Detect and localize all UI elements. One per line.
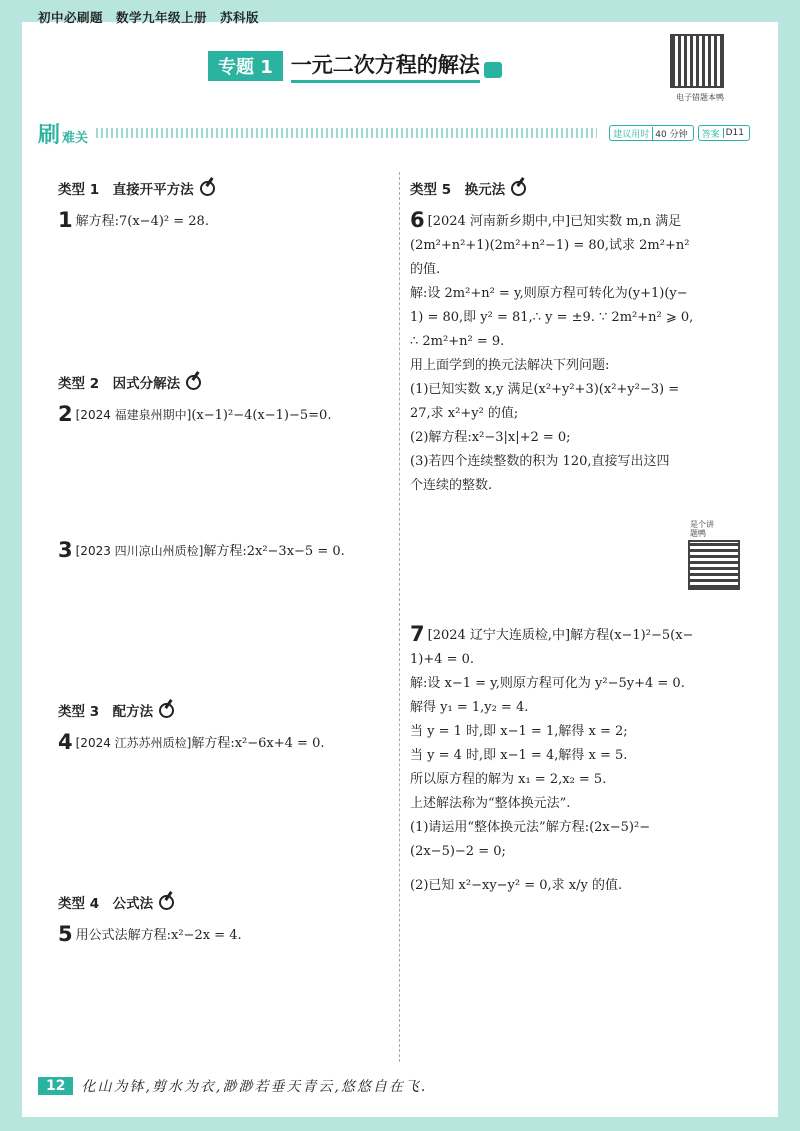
topic-tag: 专题 1 <box>208 51 283 81</box>
banner-shua: 刷 <box>38 122 61 148</box>
pen-check-icon <box>186 375 201 390</box>
page-number: 12 <box>38 1077 73 1095</box>
problem-line: 用上面学到的换元法解决下列问题: <box>410 358 610 373</box>
problem-number: 5 <box>58 922 73 946</box>
problem-line: 1)+4 = 0. <box>410 652 475 667</box>
problem-2 <box>58 402 393 428</box>
problem-line: (3)若四个连续整数的积为 120,直接写出这四 <box>410 454 670 469</box>
problem-line: 个连续的整数. <box>410 478 493 493</box>
problem-text: [2024 河南新乡期中,中]已知实数 m,n 满足 <box>427 214 682 229</box>
pen-check-icon <box>200 181 215 196</box>
topic-title: 一元二次方程的解法 <box>291 49 480 83</box>
problem-text: 解方程:2x²−3x−5 = 0. <box>203 544 345 559</box>
problem-line: (2x−5)−2 = 0; <box>410 844 506 859</box>
problem-line: 解得 y₁ = 1,y₂ = 4. <box>410 700 529 715</box>
answer-pill <box>698 125 750 141</box>
problem-line: (2)已知 x²−xy−y² = 0,求 x/y 的值. <box>410 878 623 893</box>
problem-number: 3 <box>58 538 73 562</box>
problem-5 <box>58 922 393 948</box>
problem-line: 当 y = 1 时,即 x−1 = 1,解得 x = 2; <box>410 724 628 739</box>
problem-line: ∴ 2m²+n² = 9. <box>410 334 505 349</box>
time-pill <box>609 125 693 141</box>
puzzle-icon <box>484 62 502 78</box>
problem-line: (2m²+n²+1)(2m²+n²−1) = 80,试求 2m²+n² <box>410 238 690 253</box>
problem-number: 1 <box>58 208 73 232</box>
problem-number: 2 <box>58 402 73 426</box>
problem-line: 解:设 2m²+n² = y,则原方程可转化为(y+1)(y− <box>410 286 688 301</box>
banner-divider <box>96 128 597 138</box>
problem-line: 1) = 80,即 y² = 81,∴ y = ±9. ∵ 2m²+n² ⩾ 0, <box>410 310 694 325</box>
problem-source: [2024 江苏苏州质检] <box>75 736 192 750</box>
type2-heading-text: 类型 2 因式分解法 <box>58 376 181 392</box>
type3-heading <box>58 700 174 720</box>
problem-line: (1)已知实数 x,y 满足(x²+y²+3)(x²+y²−3) = <box>410 382 680 397</box>
problem-6 <box>410 208 755 498</box>
problem-number: 6 <box>410 208 425 232</box>
pen-check-icon <box>159 895 174 910</box>
qr-code-icon[interactable] <box>670 34 724 88</box>
problem-line: 当 y = 4 时,即 x−1 = 4,解得 x = 5. <box>410 748 628 763</box>
problem-text: 解方程:x²−6x+4 = 0. <box>191 736 325 751</box>
page-footer <box>38 1074 427 1098</box>
problem-line: 27,求 x²+y² 的值; <box>410 406 519 421</box>
problem-text: (x−1)²−4(x−1)−5=0. <box>191 408 332 423</box>
problem-source: [2023 四川凉山州质检] <box>75 544 204 558</box>
problem-line: 的值. <box>410 262 441 277</box>
qr-code-label: 电子错题本鸭 <box>676 93 724 102</box>
pen-check-icon <box>511 181 526 196</box>
footer-motto: 化山为钵,剪水为衣,渺渺若垂天青云,悠悠自在飞. <box>81 1079 428 1095</box>
problem-number: 7 <box>410 622 425 646</box>
type5-heading <box>410 178 526 198</box>
column-divider <box>399 172 400 1062</box>
type1-heading-text: 类型 1 直接开平方法 <box>58 182 194 198</box>
problem-line: 所以原方程的解为 x₁ = 2,x₂ = 5. <box>410 772 607 787</box>
problem-line <box>410 622 755 648</box>
banner-level: 难关 <box>62 130 89 146</box>
problem-7 <box>410 622 755 898</box>
qr-code-icon[interactable] <box>688 540 740 590</box>
type1-heading <box>58 178 215 198</box>
qr-mid-label: 是个讲题鸭 <box>690 520 714 538</box>
answer-value: D11 <box>723 128 746 138</box>
time-label: 建议用时 <box>613 129 650 140</box>
problem-text: 解方程:7(x−4)² = 28. <box>75 214 209 229</box>
problem-number: 4 <box>58 730 73 754</box>
pen-check-icon <box>159 703 174 718</box>
problem-line: (1)请运用“整体换元法”解方程:(2x−5)²− <box>410 820 651 835</box>
problem-line: (2)解方程:x²−3|x|+2 = 0; <box>410 430 571 445</box>
type5-heading-text: 类型 5 换元法 <box>410 182 506 198</box>
level-banner <box>38 120 750 146</box>
problem-text: [2024 辽宁大连质检,中]解方程(x−1)²−5(x− <box>427 628 694 643</box>
problem-line <box>410 208 755 234</box>
topic-title-block <box>208 50 502 82</box>
problem-text: 用公式法解方程:x²−2x = 4. <box>75 928 242 943</box>
type3-heading-text: 类型 3 配方法 <box>58 704 154 720</box>
time-value: 40 分钟 <box>652 127 689 140</box>
type4-heading <box>58 892 174 912</box>
problem-source: [2024 福建泉州期中] <box>75 408 192 422</box>
book-title: 初中必刷题 数学九年级上册 苏科版 <box>38 10 260 25</box>
type2-heading <box>58 372 201 392</box>
problem-line: 解:设 x−1 = y,则原方程可化为 y²−5y+4 = 0. <box>410 676 685 691</box>
answer-label: 答案 <box>701 129 720 140</box>
problem-1 <box>58 208 388 234</box>
problem-3 <box>58 538 393 564</box>
type4-heading-text: 类型 4 公式法 <box>58 896 154 912</box>
problem-line: 上述解法称为“整体换元法”. <box>410 796 571 811</box>
problem-4 <box>58 730 393 756</box>
